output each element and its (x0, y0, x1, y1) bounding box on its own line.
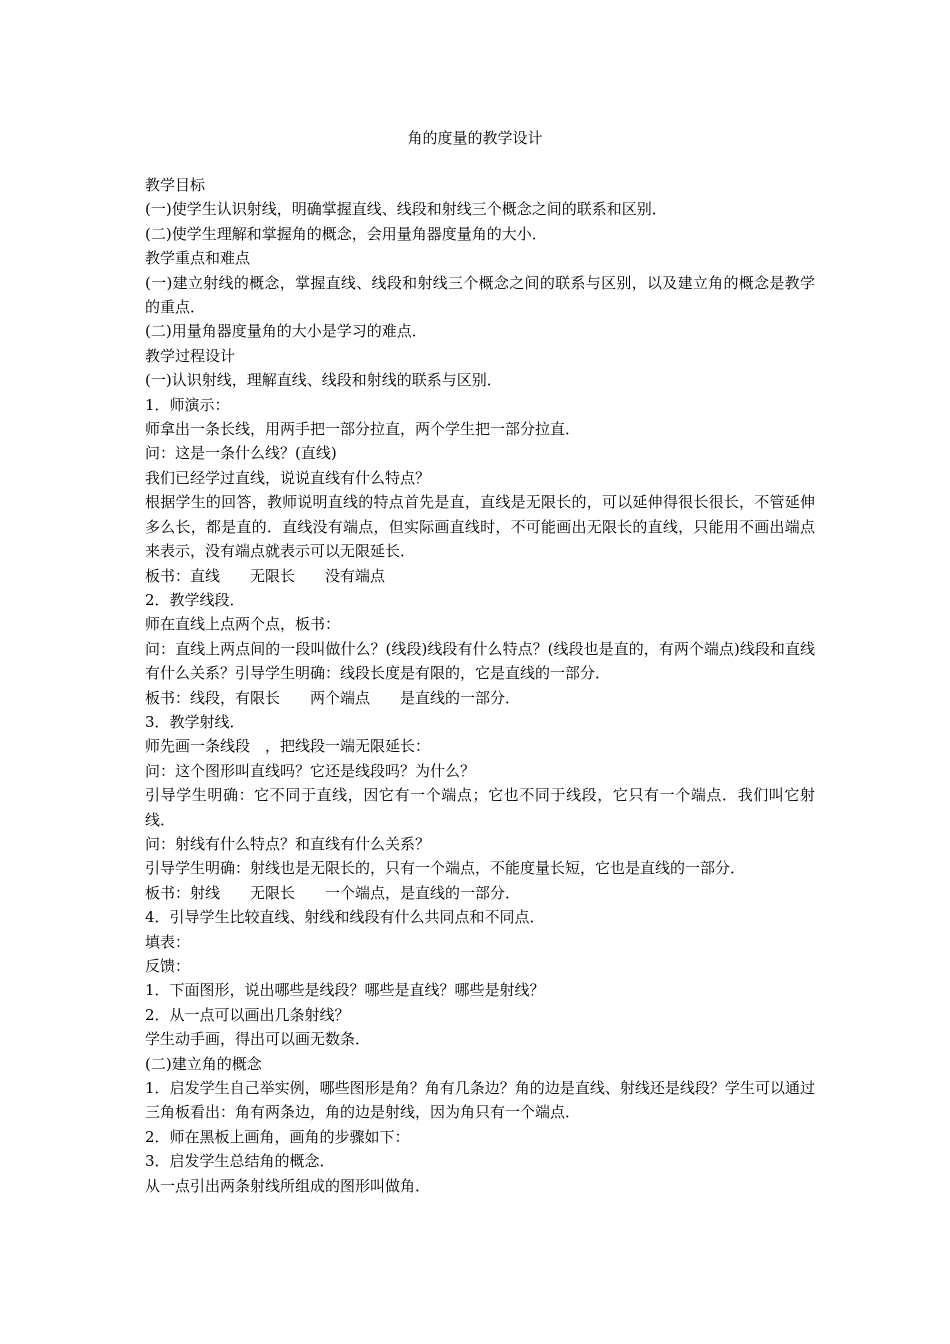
paragraph: 填表： (145, 932, 191, 951)
paragraph: 问：射线有什么特点？和直线有什么关系？ (145, 834, 431, 853)
paragraph: 问：这个图形叫直线吗？它还是线段吗？为什么？ (145, 761, 476, 780)
paragraph: 我们已经学过直线，说说直线有什么特点？ (145, 468, 431, 487)
paragraph: (二)用量角器度量角的大小是学习的难点． (145, 322, 427, 341)
paragraph: 引导学生明确：它不同于直线，因它有一个端点；它也不同于线段，它只有一个端点．我们叫它射线． (145, 786, 815, 829)
paragraph: 1．下面图形，说出哪些是线段？哪些是直线？哪些是射线？ (145, 981, 545, 1000)
paragraph: 3．启发学生总结角的概念． (145, 1152, 335, 1171)
paragraph: 引导学生明确：射线也是无限长的，只有一个端点，不能度量长短，它也是直线的一部分． (145, 859, 746, 878)
paragraph: (一)建立射线的概念，掌握直线、线段和射线三个概念之间的联系与区别，以及建立角的概念是教学的重点． (145, 273, 815, 317)
heading-teaching-goals: 教学目标 (145, 176, 206, 194)
paragraph: 师拿出一条长线，用两手把一部分拉直，两个学生把一部分拉直． (145, 420, 581, 439)
paragraph: 根据学生的回答，教师说明直线的特点首先是直，直线是无限长的，可以延伸得很长很长，不管延伸多么长，都是直的．直线没有端点，但实际画直线时，不可能画出无限长的直线，只能用不画出端点来表示，没有端点就表示可以无限延长． (145, 493, 815, 561)
paragraph: 问：这是一条什么线？(直线) (145, 444, 337, 463)
paragraph: 师先画一条线段 ，把线段一端无限延长： (145, 737, 431, 756)
paragraph: 从一点引出两条射线所组成的图形叫做角． (145, 1176, 431, 1195)
paragraph: 板书：射线 无限长 一个端点，是直线的一部分． (145, 883, 521, 902)
paragraph: 1．启发学生自己举实例，哪些图形是角？角有几条边？角的边是直线、射线还是线段？学生可以通过三角板看出：角有两条边，角的边是射线，因为角只有一个端点． (145, 1079, 815, 1122)
heading-key-points: 教学重点和难点 (145, 249, 251, 268)
paragraph: (一)使学生认识射线，明确掌握直线、线段和射线三个概念之间的联系和区别． (145, 200, 667, 219)
document-body (145, 173, 815, 1198)
paragraph: 问：直线上两点间的一段叫做什么？(线段)线段有什么特点？(线段也是直的，有两个端点)线段和直线有什么关系？引导学生明确：线段长度是有限的，它是直线的一部分． (145, 639, 815, 683)
paragraph: 学生动手画，得出可以画无数条． (145, 1030, 371, 1049)
paragraph: 反馈： (145, 957, 191, 975)
paragraph: 板书：直线 无限长 没有端点 (145, 566, 386, 585)
paragraph: 3．教学射线． (145, 712, 245, 731)
paragraph: 1．师演示： (145, 395, 230, 414)
paragraph: 4．引导学生比较直线、射线和线段有什么共同点和不同点． (145, 908, 545, 927)
paragraph: 师在直线上点两个点，板书： (145, 615, 341, 634)
paragraph: 板书：线段，有限长 两个端点 是直线的一部分． (145, 688, 521, 707)
document-title: 角的度量的教学设计 (407, 129, 543, 147)
paragraph: 2．师在黑板上画角，画角的步骤如下： (145, 1127, 410, 1146)
heading-process-design: 教学过程设计 (145, 346, 236, 365)
paragraph: 2．教学线段． (145, 590, 245, 609)
heading-angle-concept: (二)建立角的概念 (145, 1054, 262, 1073)
paragraph: 2．从一点可以画出几条射线？ (145, 1005, 350, 1024)
paragraph: (二)使学生理解和掌握角的概念，会用量角器度量角的大小． (145, 224, 547, 243)
paragraph: (一)认识射线，理解直线、线段和射线的联系与区别． (145, 371, 502, 390)
